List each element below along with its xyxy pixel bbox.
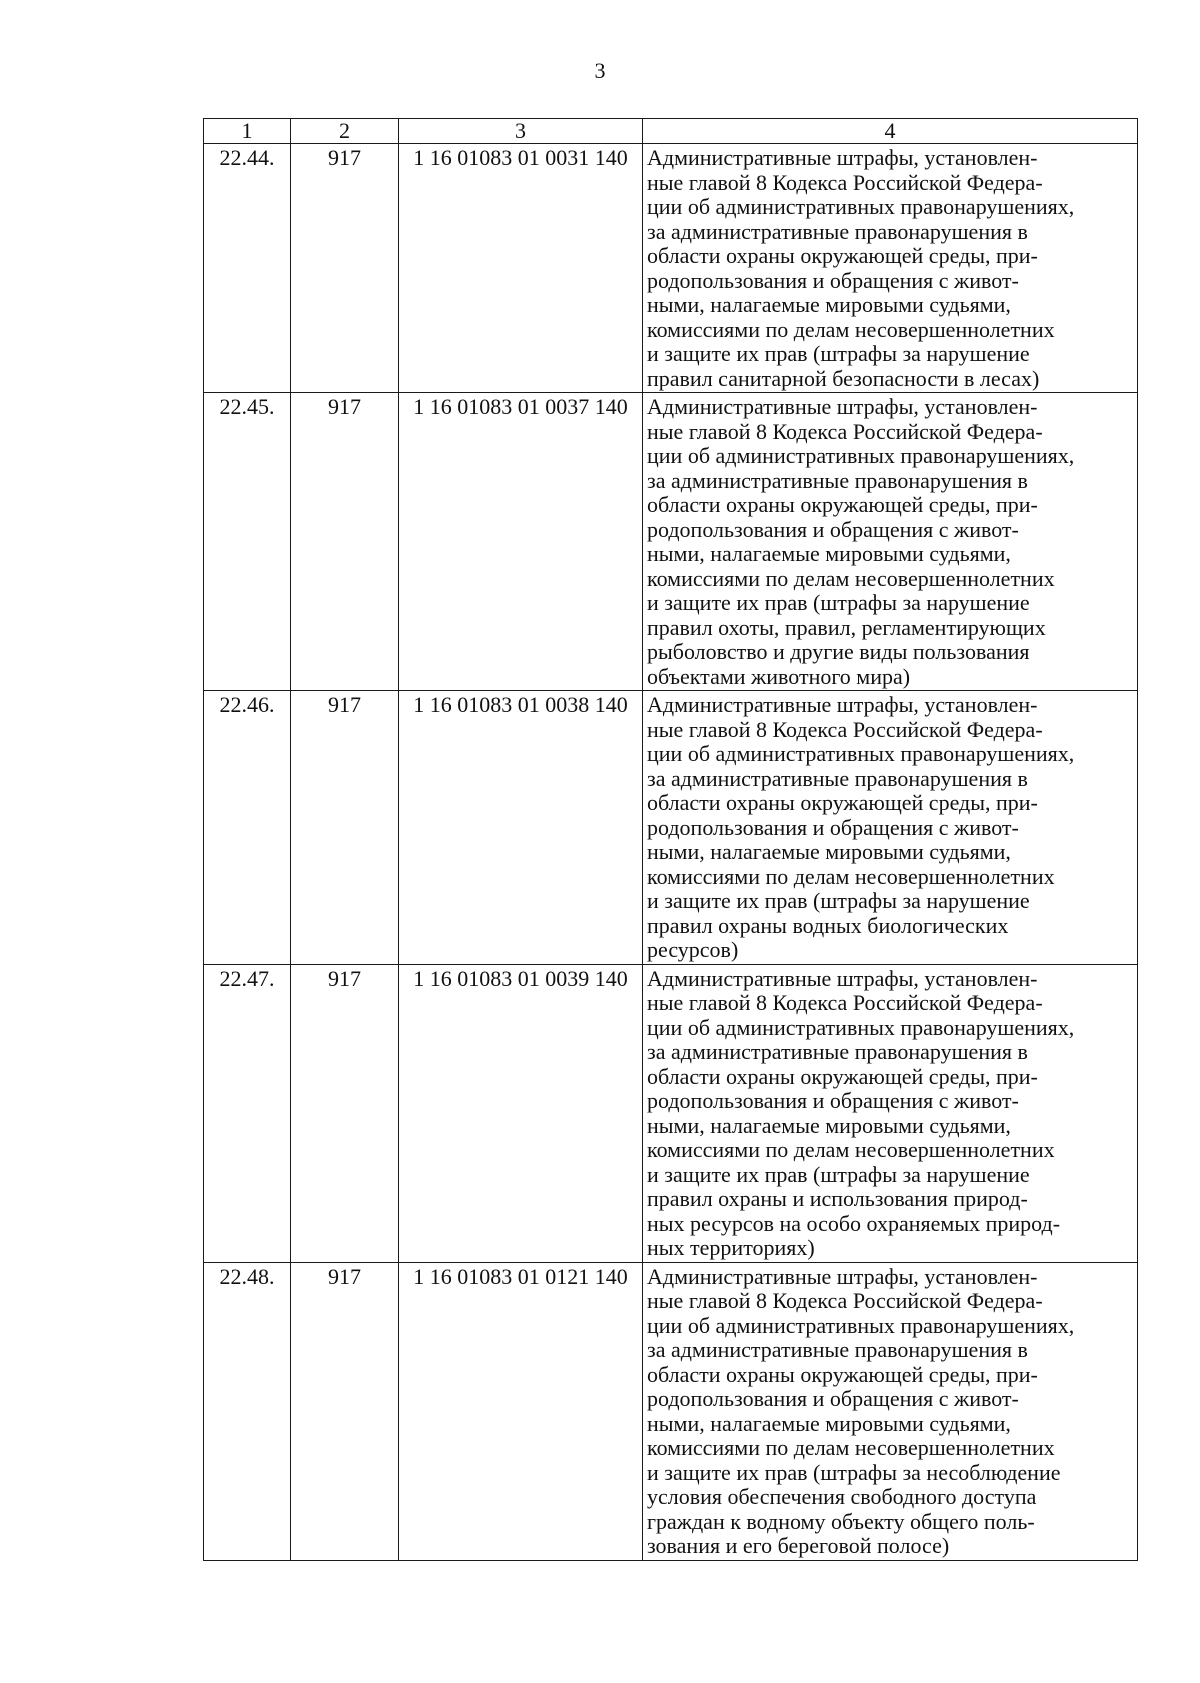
row-number: 22.47. <box>204 964 291 1262</box>
table-row <box>204 393 1138 691</box>
budget-classification-code: 1 16 01083 01 0037 140 <box>399 393 643 691</box>
table-row <box>204 964 1138 1262</box>
administrator-code: 917 <box>291 144 399 393</box>
row-number: 22.46. <box>204 691 291 965</box>
income-description: Административные штрафы, установлен- ные главой 8 Кодекса Российской Федера- ции об административных правонарушениях, за административные правонарушения в области охраны окружающей среды, при- родопользования и обращения с живот- ными, налагаемые мировыми судьями, комиссиями по делам несовершеннолетних и защите их прав (штрафы за несоблюдение условия обеспечения свободного доступа граждан к водному объекту общего поль- зования и его береговой полосе) <box>643 1262 1138 1560</box>
row-number: 22.45. <box>204 393 291 691</box>
income-description: Административные штрафы, установлен- ные главой 8 Кодекса Российской Федера- ции об административных правонарушениях, за административные правонарушения в области охраны окружающей среды, при- родопользования и обращения с живот- ными, налагаемые мировыми судьями, комиссиями по делам несовершеннолетних и защите их прав (штрафы за нарушение правил охраны водных биологических ресурсов) <box>643 691 1138 965</box>
budget-classification-code: 1 16 01083 01 0121 140 <box>399 1262 643 1560</box>
table-header-row <box>204 119 1138 144</box>
income-description: Административные штрафы, установлен- ные главой 8 Кодекса Российской Федера- ции об административных правонарушениях, за административные правонарушения в области охраны окружающей среды, при- родопользования и обращения с живот- ными, налагаемые мировыми судьями, комиссиями по делам несовершеннолетних и защите их прав (штрафы за нарушение правил охоты, правил, регламентирующих рыболовство и другие виды пользования объектами животного мира) <box>643 393 1138 691</box>
budget-code-table <box>203 118 1138 1561</box>
table-row <box>204 1262 1138 1560</box>
row-number: 22.48. <box>204 1262 291 1560</box>
table-row <box>204 691 1138 965</box>
table-row <box>204 144 1138 393</box>
administrator-code: 917 <box>291 393 399 691</box>
budget-classification-code: 1 16 01083 01 0039 140 <box>399 964 643 1262</box>
budget-classification-code: 1 16 01083 01 0038 140 <box>399 691 643 965</box>
administrator-code: 917 <box>291 1262 399 1560</box>
administrator-code: 917 <box>291 691 399 965</box>
income-description: Административные штрафы, установлен- ные главой 8 Кодекса Российской Федера- ции об административных правонарушениях, за административные правонарушения в области охраны окружающей среды, при- родопользования и обращения с живот- ными, налагаемые мировыми судьями, комиссиями по делам несовершеннолетних и защите их прав (штрафы за нарушение правил охраны и использования природ- ных ресурсов на особо охраняемых природ- ных территориях) <box>643 964 1138 1262</box>
income-description: Административные штрафы, установлен- ные главой 8 Кодекса Российской Федера- ции об административных правонарушениях, за административные правонарушения в области охраны окружающей среды, при- родопользования и обращения с живот- ными, налагаемые мировыми судьями, комиссиями по делам несовершеннолетних и защите их прав (штрафы за нарушение правил санитарной безопасности в лесах) <box>643 144 1138 393</box>
budget-classification-code: 1 16 01083 01 0031 140 <box>399 144 643 393</box>
administrator-code: 917 <box>291 964 399 1262</box>
row-number: 22.44. <box>204 144 291 393</box>
header-col-2: 2 <box>291 119 399 144</box>
header-col-4: 4 <box>643 119 1138 144</box>
header-col-3: 3 <box>399 119 643 144</box>
page-number: 3 <box>594 58 606 83</box>
header-col-1: 1 <box>204 119 291 144</box>
